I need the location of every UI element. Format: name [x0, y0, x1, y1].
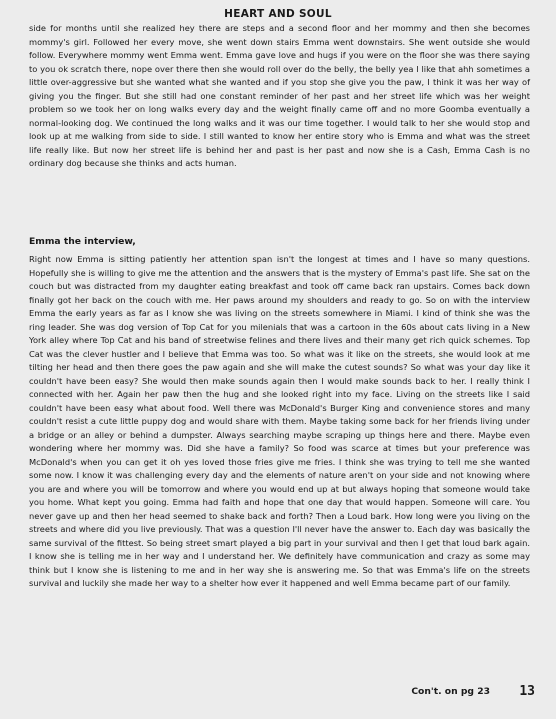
page-header-title: HEART AND SOUL	[224, 8, 332, 20]
continued-note: Con't. on pg 23	[411, 686, 490, 697]
article-paragraph: Right now Emma is sitting patiently her attention span isn't the longest at times and I have so many questions. Hopefully she is willing to give me the attention and the answers that is the mystery of Emma's past life. She sat on the couch but was distracted from my daughter eating breakfast and took off came back ran upstairs. Comes back down finally got her back on the couch with me. Her paws around my shoulders and ready to go. So on with the interview Emma the early years as far as I know she was living on the streets somewhere in Miami. I kind of think she was the ring leader. She was dog version of Top Cat for you milenials that was a cartoon in the 60s about cats living in a New York alley where Top Cat and his band of streetwise felines and there lives and their many get rich quick schemes. Top Cat was the clever hustler and I believe that Emma was too. So what was it like on the streets, she would look at me tilting her head and then there goes the paw again and she will make the cutest sounds? So what was your day like it couldn't have been easy? She would then make sounds again then I would make sounds back to her. I really think I connected with her. Again her paw then the hug and she looked right into my face. Living on the streets like I said couldn't have been easy what about food. Well there was McDonald's Burger King and convenience stores and many couldn't resist a cute little puppy dog and would share with them. Maybe taking some back for her friends living under a bridge or an alley or behind a dumpster. Always searching maybe scraping up things here and there. Maybe even wondering where her mommy was. Did she have a family? So food was scarce at times but your preference was McDonald's when you can get it oh yes loved those fries give me fries. I think she was trying to tell me she wanted some now. I know it was challenging every day and the elements of nature aren't on your side and not knowing where you are and where you will be tomorrow and where you would end up at but always hoping that someone would take you home. What kept you going. Emma had faith and hope that one day that would happen. Someone will care. You never gave up and then her head seemed to shake back and forth? Then a Loud bark. How long were you living on the streets and where did you live previously. That was a question I'll never have the answer to. Each day was basically the same survival of the fittest. So being street smart played a big part in your survival and then I get that loud bark again. I know she is telling me in her way and I understand her. We definitely have communication and crazy as some may think but I know she is listening to me and in her way she is answering me. So that was Emma's life on the streets survival and luckily she made her way to a shelter how ever it happened and well Emma became part of our family.	[29, 254, 530, 588]
page-number: 13	[519, 684, 535, 699]
section-heading: Emma the interview,	[29, 236, 136, 247]
article-paragraph: side for months until she realized hey there are steps and a second floor and her mommy and then she becomes mommy's girl. Followed her every move, she went down stairs Emma went downstairs. She went outside she would follow. Everywhere mommy went Emma went. Emma gave love and hugs if you were on the floor she was there saying to you ok scratch there, nope over there then she would roll over do the belly, the belly yea I like that ahh sometimes a little over-aggressive but she wanted what she wanted and if you stop she give you the paw, I think it was her way of giving you the finger. But she still had one constant reminder of her past and her street life which was her weight problem so we took her on long walks every day and the weight finally came off and no more Goomba eventually a normal-looking dog. We continued the long walks and it was our time together. I would talk to her she would stop and look up at me walking from side to side. I still wanted to know her entire story who is Emma and what was the street life really like. But now her street life is behind her and past is her past and now she is a Cash, Emma Cash is no ordinary dog because she thinks and acts human.	[29, 23, 530, 168]
